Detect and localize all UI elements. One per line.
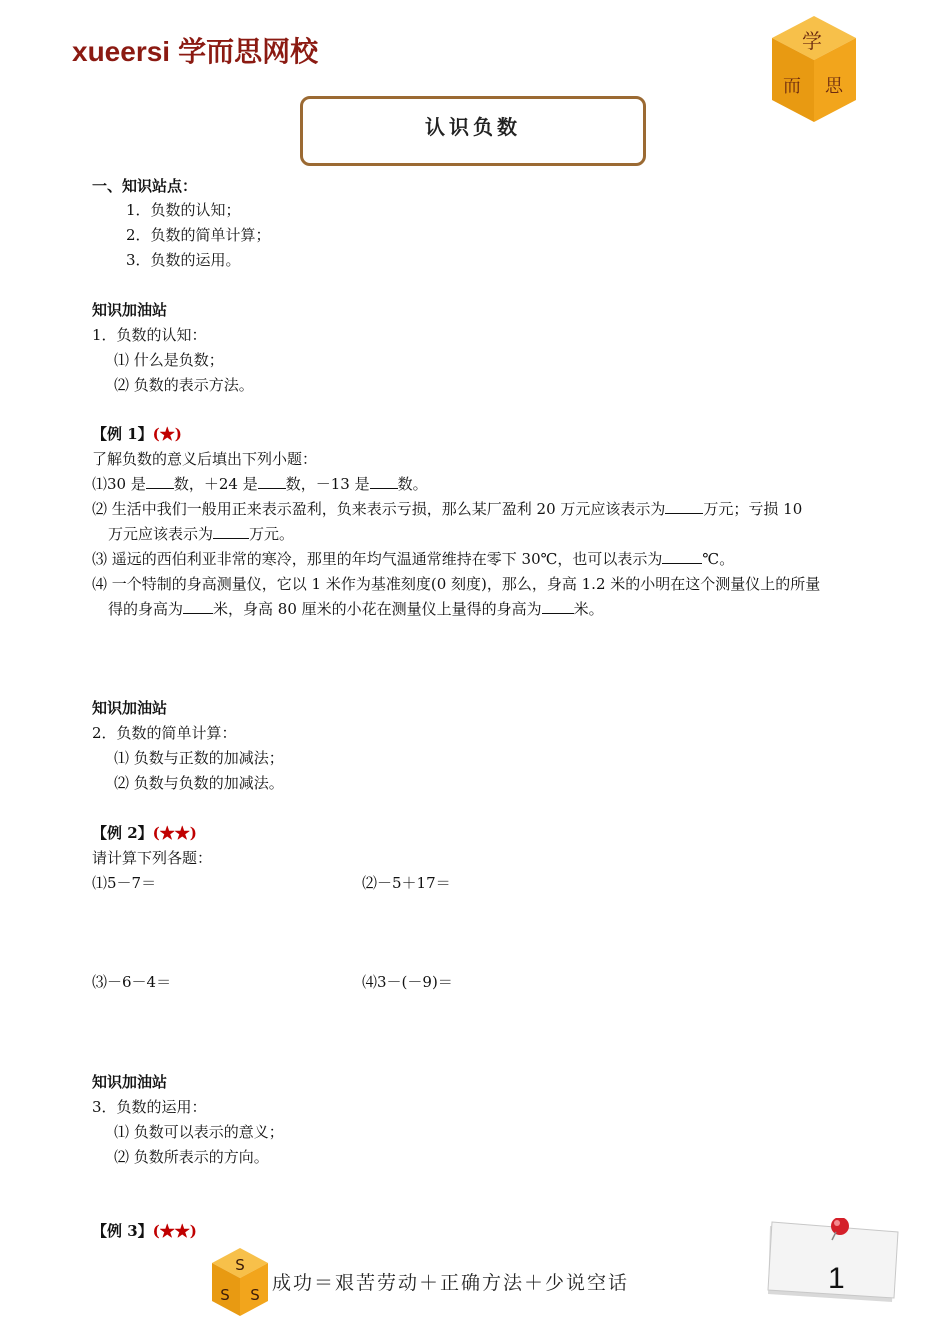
ex1-q4-part3: 米。 [573,600,604,618]
xueersi-logo [72,30,318,70]
answer-blank [213,524,249,539]
footer-sss-cube-icon [210,1246,270,1318]
ex1-q2-part3: 万元应该表示为 [108,525,214,543]
kp2-item-2: ⑵ 负数与负数的加减法。 [114,774,284,792]
ex2-problem-3: ⑶－6－4＝ [92,973,172,991]
page-title: 认识负数 [425,115,521,139]
ex1-header [92,424,182,444]
answer-blank [662,549,702,564]
answer-blank [258,474,286,489]
ex1-intro: 了解负数的意义后填出下列小题： [92,450,318,468]
kp3-title: 3．负数的运用： [92,1098,207,1116]
answer-blank [542,599,574,614]
ex1-q1-part3: 数，－13 是 [285,475,370,493]
ex1-q1-part4: 数。 [397,475,428,493]
cube-char-top: 学 [802,29,822,53]
kp1-heading: 知识加油站 [92,301,168,319]
section1-heading: 一、知识站点： [92,177,198,195]
ex2-stars: (★★) [152,824,197,842]
ex1-q1 [92,474,428,494]
ex1-q2-part1: ⑵ 生活中我们一般用正来表示盈利，负来表示亏损，那么某厂盈利 20 万元应该表示为 [92,500,666,518]
ex3-header [92,1221,197,1241]
ex1-q2-line1 [92,499,802,519]
cube-char-right: 思 [825,76,843,97]
ex2-intro: 请计算下列各题： [92,849,213,867]
ex2-problem-2: ⑵－5＋17＝ [362,874,451,892]
ex1-q4-line2 [108,599,604,619]
ex1-q3 [92,549,734,569]
ex1-label: 【例 1】 [92,425,153,443]
footer-motto: 成功＝艰苦劳动＋正确方法＋少说空话 [272,1272,630,1294]
kp3-heading: 知识加油站 [92,1073,168,1091]
section1-item-3: 3．负数的运用。 [126,251,241,269]
ex3-label: 【例 3】 [92,1222,153,1240]
answer-blank [183,599,213,614]
ex1-q4-line1: ⑷ 一个特制的身高测量仪，它以 1 米作为基准刻度(0 刻度)，那么，身高 1.2 米的小明在这个测量仪上的所量 [92,575,821,593]
ex3-stars: (★★) [152,1222,197,1240]
kp1-item-1: ⑴ 什么是负数； [114,351,224,369]
cube-letter-right: S [250,1286,260,1304]
answer-blank [370,474,398,489]
ex1-q3-part2: ℃。 [702,550,735,568]
section1-item-2: 2．负数的简单计算； [126,226,271,244]
ex1-q1-part1: ⑴30 是 [92,475,146,493]
ex1-q1-part2: 数，＋24 是 [173,475,258,493]
kp1-title: 1．负数的认知： [92,326,207,344]
kp2-item-1: ⑴ 负数与正数的加减法； [114,749,284,767]
ex1-q2-part4: 万元。 [249,525,295,543]
kp2-title: 2．负数的简单计算： [92,724,237,742]
ex1-q3-part1: ⑶ 遥远的西伯利亚非常的寒冷，那里的年均气温通常维持在零下 30℃，也可以表示为 [92,550,663,568]
kp3-item-2: ⑵ 负数所表示的方向。 [114,1148,269,1166]
ex1-q4-part2: 米，身高 80 厘米的小花在测量仪上量得的身高为 [213,600,542,618]
ex1-stars: (★) [152,425,182,443]
ex2-label: 【例 2】 [92,824,153,842]
ex1-q2-line2 [108,524,294,544]
cube-char-left: 而 [783,76,801,97]
cube-letter-left: S [220,1286,230,1304]
kp1-item-2: ⑵ 负数的表示方法。 [114,376,254,394]
kp2-heading: 知识加油站 [92,699,168,717]
title-box [300,96,646,166]
logo-latin: xueersi [72,36,171,67]
ex2-problem-4: ⑷3－(－9)＝ [362,973,453,991]
cube-letter-top: S [235,1256,245,1274]
answer-blank [146,474,174,489]
logo-chinese: 学而思网校 [178,36,319,67]
xueersi-cube-icon [770,14,858,126]
ex2-problem-1: ⑴5－7＝ [92,874,157,892]
ex1-q4-part1: 得的身高为 [108,600,184,618]
page-number: 1 [828,1262,845,1295]
ex1-q2-part2: 万元；亏损 10 [703,500,803,518]
answer-blank [665,499,703,514]
ex2-header [92,823,197,843]
section1-item-1: 1．负数的认知； [126,201,241,219]
kp3-item-1: ⑴ 负数可以表示的意义； [114,1123,284,1141]
